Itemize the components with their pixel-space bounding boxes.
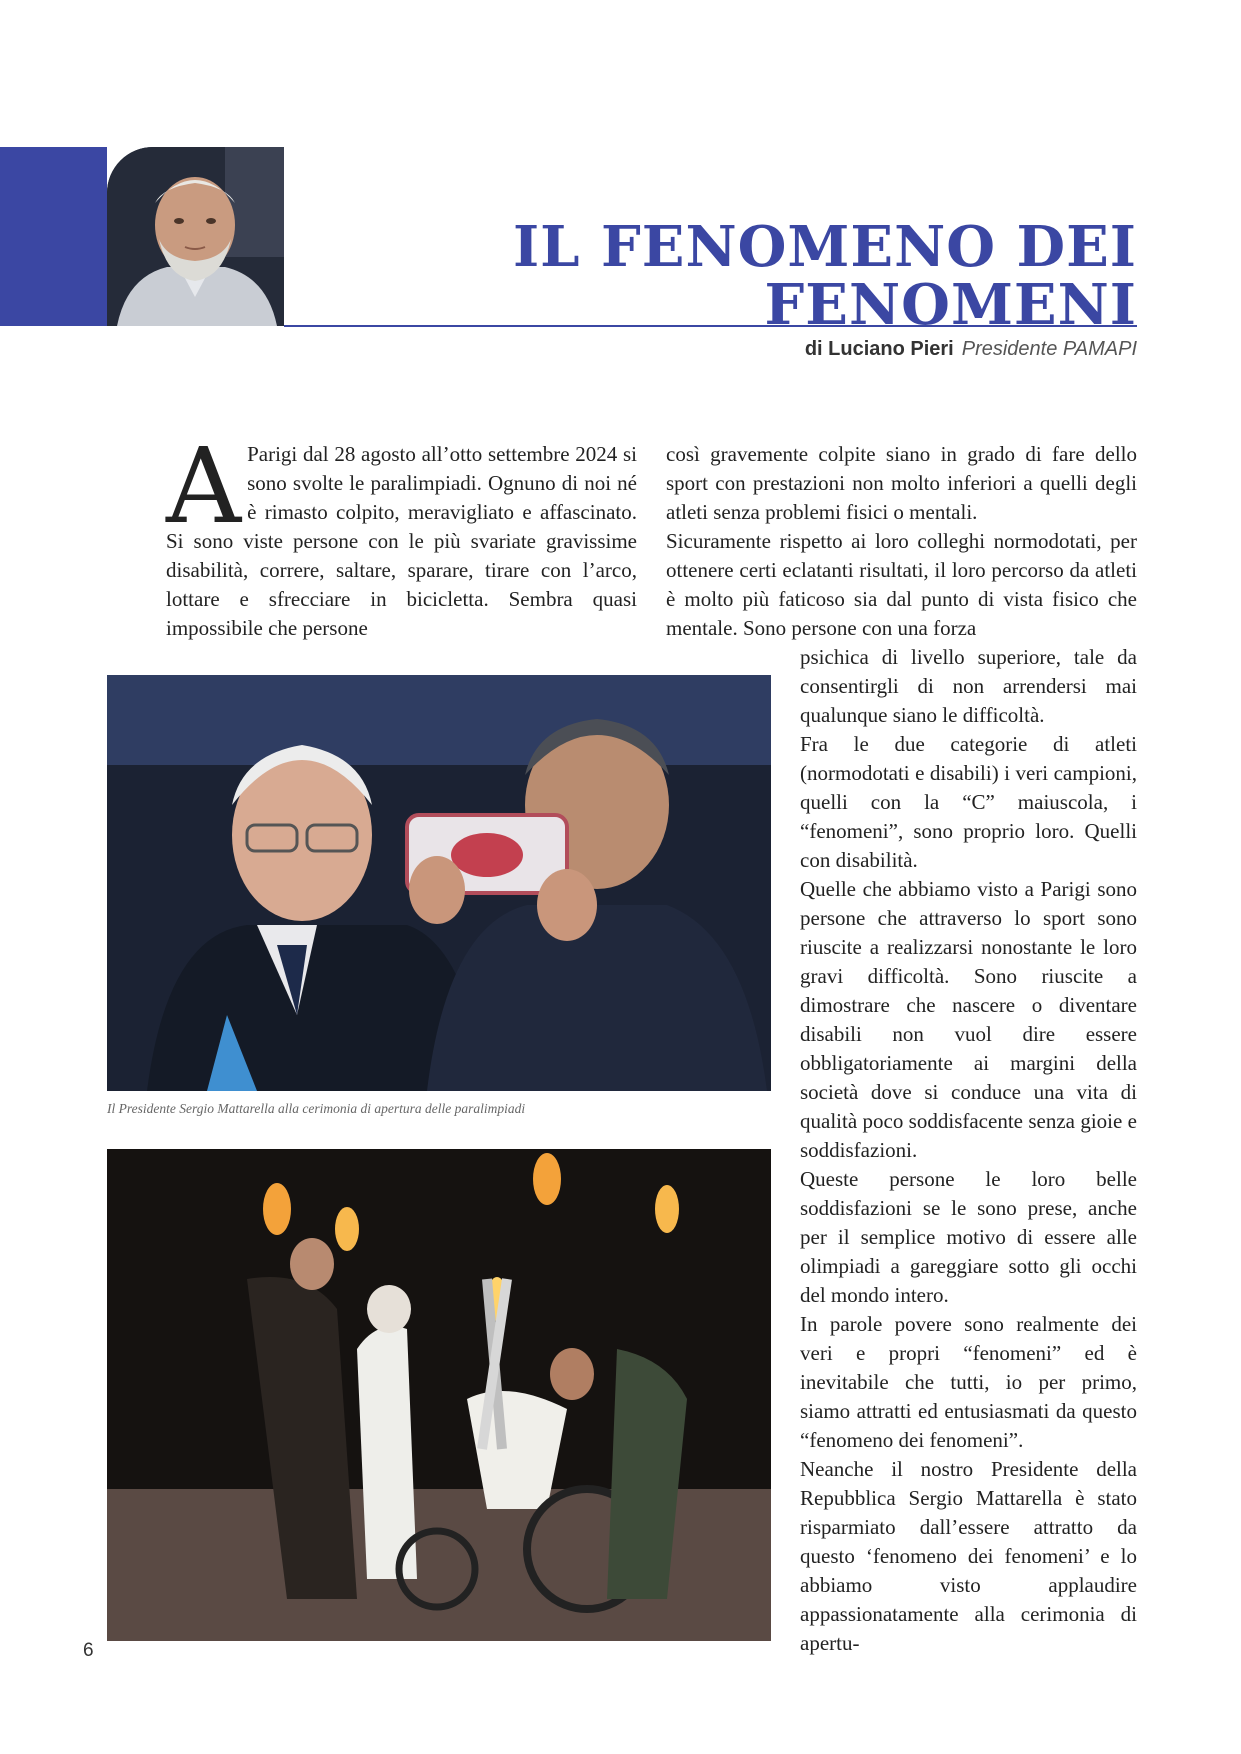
page-number: 6 <box>83 1640 94 1661</box>
article-column-2 <box>666 440 1137 643</box>
article-title-line1: IL FENOMENO DEI <box>512 214 1137 280</box>
author-role: Presidente PAMAPI <box>961 338 1137 360</box>
author-portrait <box>107 147 284 326</box>
author-portrait-drawing <box>107 147 284 326</box>
article-title <box>512 214 1137 338</box>
paragraph: Quelle che abbiamo visto a Parigi sono persone che attraverso lo sport sono riuscite a realizzarsi nonostante le loro gravi difficoltà. Sono riuscite a dimostrare che nascere o diventare disabili non vuol dire essere obbligatoriamente ai margini della società dove si conduce una vita di qualità poco soddisfacente senza gioie e soddisfazioni. <box>800 877 1137 1162</box>
paragraph: così gravemente colpite siano in grado di fare dello sport con prestazioni non molto inferiori a quelli degli atleti senza problemi fisici o mentali. <box>666 442 1137 524</box>
paragraph: In parole povere sono realmente dei veri e propri “fenomeni” ed è inevitabile che tutti, io per primo, siamo attratti ed entusiasmati da questo “fenomeno dei fenomeni”. <box>800 1312 1137 1452</box>
paragraph: Parigi dal 28 agosto all’otto settembre 2024 si sono svolte le paralimpiadi. Ognuno di noi né è rimasto colpito, meravigliato e affascinato. Si sono viste persone con le più svariate gravissime disabilità, correre, saltare, sparare, tirare con l’arco, lottare e sfrecciare in bicicletta. Sembra quasi impossibile che persone <box>166 442 637 640</box>
photo-president-ceremony-drawing <box>107 675 771 1091</box>
article-column-1 <box>166 425 637 643</box>
paragraph: Sicuramente rispetto ai loro colleghi normodotati, per ottenere certi eclatanti risultati, il loro percorso da atleti è molto più faticoso sia dal punto di vista fisico che mentale. Sono persone con una forza <box>666 529 1137 640</box>
photo-torch-ceremony <box>107 1149 771 1641</box>
article-column-3 <box>800 643 1137 1658</box>
byline <box>805 338 1137 361</box>
photo-caption: Il Presidente Sergio Mattarella alla cerimonia di apertura delle paralimpiadi <box>107 1101 526 1116</box>
paragraph: Queste persone le loro belle soddisfazioni se le sono prese, anche per il semplice motivo di essere alle olimpiadi a gareggiare sotto gli occhi del mondo intero. <box>800 1167 1137 1307</box>
paragraph: Fra le due categorie di atleti (normodotati e disabili) i veri campioni, quelli con la “C” maiuscola, i “fenomeni”, sono proprio loro. Quelli con disabilità. <box>800 732 1137 872</box>
accent-block <box>0 147 107 326</box>
paragraph: Neanche il nostro Presidente della Repubblica Sergio Mattarella è stato risparmiato dall’essere attratto da questo ‘fenomeno dei fenomeni’ e lo abbiamo visto applaudire appassionatamente alla cerimonia di apertu- <box>800 1457 1137 1655</box>
photo-torch-ceremony-drawing <box>107 1149 771 1641</box>
paragraph: psichica di livello superiore, tale da consentirgli di non arrendersi mai qualunque siano le difficoltà. <box>800 645 1137 727</box>
article-title-line2: FENOMENI <box>764 272 1137 338</box>
drop-cap: A <box>166 425 242 547</box>
photo-president-ceremony <box>107 675 771 1091</box>
author-name: di Luciano Pieri <box>804 338 954 360</box>
